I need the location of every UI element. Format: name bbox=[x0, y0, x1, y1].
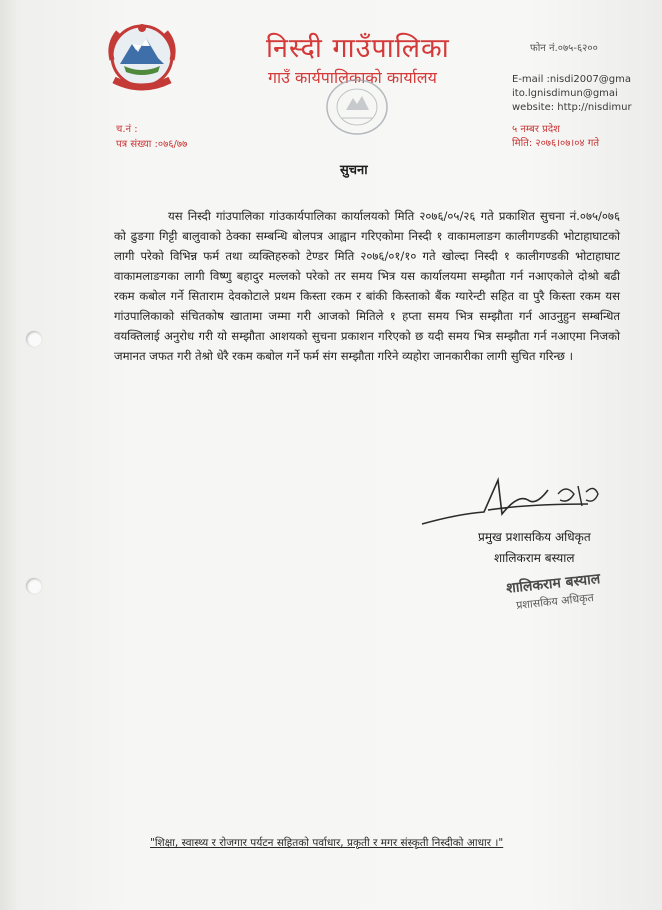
signatory-name: शालिकराम बस्याल bbox=[494, 551, 575, 565]
patra-sankhya: पत्र संख्या :०७६/७७ bbox=[116, 139, 188, 150]
footer-slogan: "शिक्षा, स्वास्थ्य र रोजगार पर्यटन सहितको पर्वाधार, प्रकृती र मगर संस्कृती निस्दीको आधार ।" bbox=[150, 837, 504, 849]
email-line-1: E-mail :nisdi2007@gma bbox=[512, 74, 632, 85]
notice-heading: सुचना bbox=[340, 163, 368, 178]
notice-body: यस निस्दी गांउपालिका गांउकार्यपालिका कार्यालयको मिति २०७६/०५/२६ गते प्रकाशित सुचना नं.०७५/०७६ को ढुङगा गिट्टी बालुवाको ठेक्का सम्बन्धि बोलपत्र आह्वान गरिएकोमा निस्दी १ वाकामलाङग कालीगण्डकी भोटाहाघाटको लागी परेको विभिन्न फर्म तथा व्यक्तिहरुको टेण्डर मिति २०७६/०१/१० गते खोल्दा निस्दी १ कालीगण्डकी भोटाहाघाट वाकामलाङगका लागी विष्णु बहादुर मल्लको परेको तर समय भित्र यस कार्यालयमा सम्झौता गर्न नआएकोले दोश्रो बढी रकम कबोल गर्ने सिताराम देवकोटाले प्रथम किस्ता रकम र बांकी किस्ताको बैंक ग्यारेन्टी सहित वा पुरै किस्ता रकम यस गांउपालिकाको संचितकोष खातामा जम्मा गरी आजको मितिले १ हप्ता समय भित्र सम्झौता गर्न आउनुहुन सम्बन्धित वयक्तिलाई अनुरोध गरी यो सम्झौता आशयको सुचना प्रकाशन गरिएको छ यदी समय भित्र सम्झौता गर्न नआएमा निजको जमानत जफत गरी तेश्रो धेरै रकम कबोल गर्ने फर्म संग सम्झौता गरिने व्यहोरा जानकारीका लागी सुचित गरिन्छ । bbox=[114, 209, 620, 363]
punch-hole bbox=[26, 578, 42, 594]
reference-numbers bbox=[116, 122, 187, 152]
handwritten-signature-icon bbox=[418, 470, 618, 530]
office-round-seal-stamp-icon bbox=[322, 76, 392, 138]
paper-fold-shadow bbox=[0, 0, 18, 910]
municipality-title: निस्दी गाउँपालिका bbox=[266, 33, 450, 64]
contact-block bbox=[512, 42, 662, 151]
stamp-name: शालिकराम बस्याल bbox=[505, 571, 601, 597]
signatory-title: प्रमुख प्रशासकिय अधिकृत bbox=[478, 530, 591, 544]
website: website: http://nisdimur bbox=[512, 102, 632, 113]
phone-number: फोन नं.०७५-६२०० bbox=[530, 43, 598, 54]
province: ५ नम्बर प्रदेश bbox=[512, 124, 560, 135]
email-line-2: ito.lgnisdimun@gmai bbox=[512, 88, 618, 99]
punch-hole bbox=[26, 331, 42, 347]
letter-date: मिति: २०७६।०७।०४ गते bbox=[512, 138, 600, 149]
nepal-coat-of-arms-emblem-icon bbox=[98, 18, 186, 98]
stamp-title: प्रशासकिय अधिकृत bbox=[515, 590, 595, 613]
cha-no: च.नं : bbox=[116, 124, 138, 135]
office-subtitle: गाउँ कार्यपालिकाको कार्यालय bbox=[268, 68, 437, 87]
